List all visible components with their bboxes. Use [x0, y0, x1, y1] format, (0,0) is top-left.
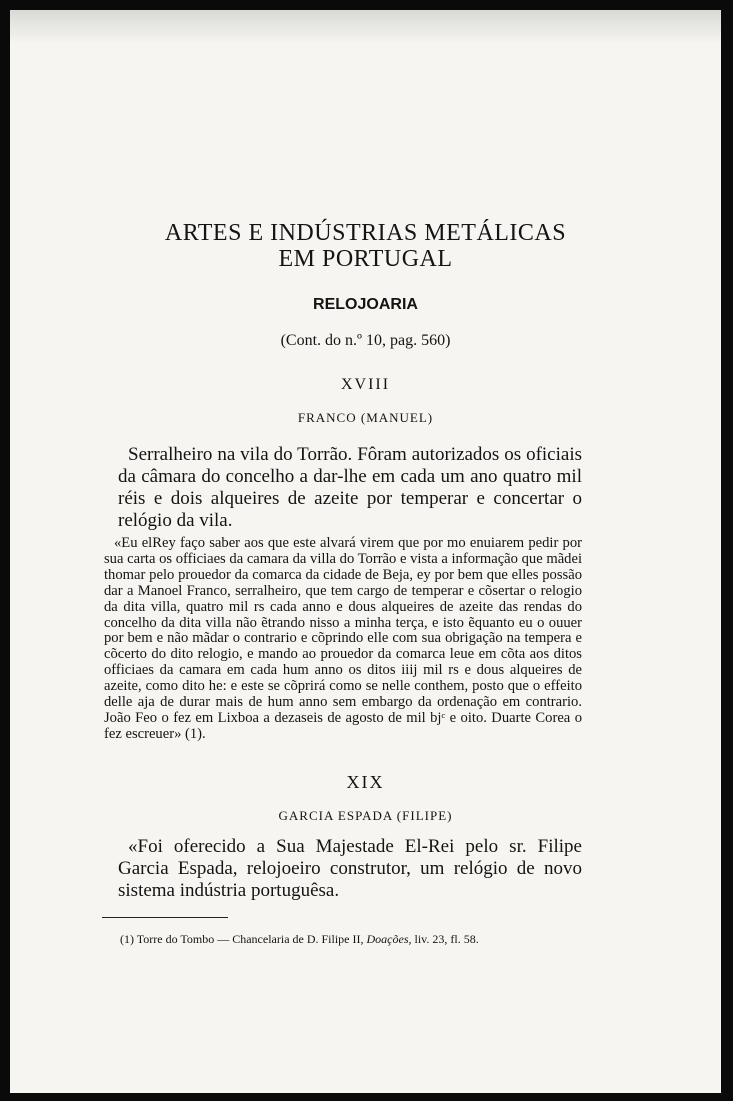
entry-name-franco: FRANCO (MANUEL)	[297, 410, 434, 425]
paragraph-text: Serralheiro na vila do Torrão. Fôram autorizados os oficiais da câmara do concelho a dar-lhe em cada um ano quatro mil réis e dois alqueires de azeite por temperar e concertar o relógio da vila.	[118, 444, 582, 531]
footnote-italic: Doações,	[366, 932, 412, 946]
chapter-numeral-xviii: XVIII	[340, 376, 391, 393]
footnote-reference: liv. 23, fl. 58.	[414, 932, 479, 946]
footnote	[120, 932, 479, 947]
title-line-2: EM PORTUGAL	[278, 246, 453, 272]
document-page	[10, 10, 721, 1093]
quotation-text: «Eu elRey faço saber aos que este alvará virem que por mo enuiarem pedir por sua carta os officiaes da camara da villa do Torrão e vista a informação que mãdei thomar pelo prouedor da comarca da cidade de Beja, ey por bem que elles possão dar a Manoel Franco, serralheiro, que tem cargo de temperar e cõsertar o relogio da dita villa, quatro mil rs cada anno e dous alqueires de azeite das rendas do concelho da dita villa não ẽtrando nisso a minha terça, e isto ẽquanto eu o ouuer por bem e não mãdar o contrario e cõprindo elle com sua obrigação na tempera e cõcerto do dito relogio, e mando ao prouedor da comarca leue em cõta aos ditos officiaes da camara em cada hum anno os ditos iiij mil rs e dous alqueires de azeite, como dito he: e este se cõprirá como se nelle conthem, posto que o effeito delle aja de durar mais de hum anno sem embargo da ordenação em contrario. João Feo o fez em Lixboa a dezaseis de agosto de mil bjᶜ e oito. Duarte Corea o fez escreuer» (1).	[104, 535, 582, 742]
paragraph-text: «Foi oferecido a Sua Majestade El-Rei pelo sr. Filipe Garcia Espada, relojoeiro construtor, um relógio de novo sistema indústria portuguêsa.	[118, 836, 582, 901]
chapter-numeral-xix: XIX	[346, 772, 385, 792]
entry-xviii-paragraph	[118, 444, 582, 532]
section-title: RELOJOARIA	[313, 296, 418, 313]
footnote-divider	[102, 917, 228, 918]
entry-xix-paragraph	[118, 836, 582, 902]
footnote-marker: (1)	[120, 932, 134, 946]
continuation-note: (Cont. do n.º 10, pag. 560)	[280, 332, 451, 349]
title-line-1: ARTES E INDÚSTRIAS METÁLICAS	[164, 220, 567, 246]
alvara-quotation	[104, 536, 582, 743]
article-title	[10, 220, 721, 272]
footnote-text: Torre do Tombo — Chancelaria de D. Filipe II,	[136, 932, 364, 946]
entry-name-garcia-espada: GARCIA ESPADA (FILIPE)	[278, 808, 453, 823]
